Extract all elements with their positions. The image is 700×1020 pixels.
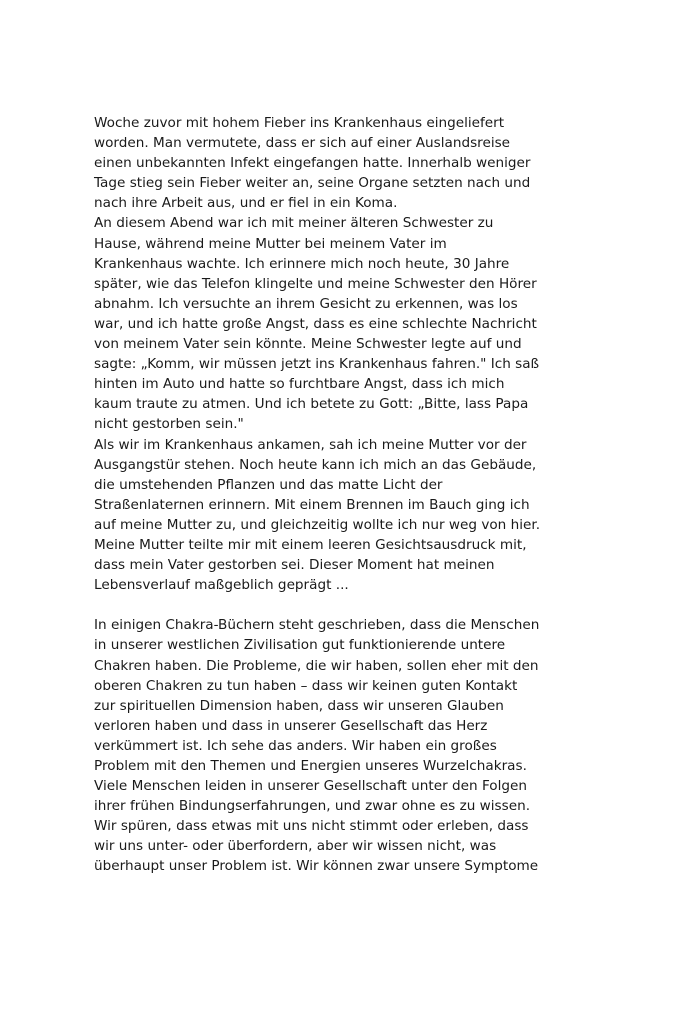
- text-line: einen unbekannten Infekt eingefangen hatte. Innerhalb weniger: [94, 155, 531, 172]
- body-text: [94, 113, 554, 877]
- text-line: kaum traute zu atmen. Und ich betete zu Gott: „Bitte, lass Papa: [94, 396, 529, 413]
- text-line: abnahm. Ich versuchte an ihrem Gesicht zu erkennen, was los: [94, 295, 518, 312]
- text-line: Krankenhaus wachte. Ich erinnere mich noch heute, 30 Jahre: [94, 255, 510, 272]
- text-line: wir uns unter- oder überfordern, aber wir wissen nicht, was: [94, 838, 497, 855]
- text-line: Hause, während meine Mutter bei meinem Vater im: [94, 235, 447, 252]
- text-line: hinten im Auto und hatte so furchtbare Angst, dass ich mich: [94, 376, 505, 393]
- text-line: An diesem Abend war ich mit meiner älteren Schwester zu: [94, 215, 494, 232]
- text-line: oberen Chakren zu tun haben – dass wir keinen guten Kontakt: [94, 677, 518, 694]
- text-line: in unserer westlichen Zivilisation gut funktionierende untere: [94, 637, 506, 654]
- text-line: Problem mit den Themen und Energien unseres Wurzelchakras.: [94, 758, 527, 774]
- text-line: ihrer frühen Bindungserfahrungen, und zwar ohne es zu wissen.: [94, 798, 531, 815]
- text-line: die umstehenden Pflanzen und das matte Licht der: [94, 476, 443, 493]
- text-line: Lebensverlauf maßgeblich geprägt ...: [94, 577, 349, 594]
- text-line: nach ihre Arbeit aus, und er fiel in ein Koma.: [94, 195, 398, 212]
- text-line: zur spirituellen Dimension haben, dass wir unseren Glauben: [94, 697, 504, 714]
- text-line: verkümmert ist. Ich sehe das anders. Wir haben ein großes: [94, 737, 497, 754]
- text-line: Wir spüren, dass etwas mit uns nicht stimmt oder erleben, dass: [94, 818, 529, 835]
- text-line: Straßenlaternen erinnern. Mit einem Brennen im Bauch ging ich: [94, 496, 530, 513]
- text-line: Ausgangstür stehen. Noch heute kann ich mich an das Gebäude,: [94, 456, 537, 473]
- text-line: später, wie das Telefon klingelte und meine Schwester den Hörer: [94, 275, 537, 292]
- text-line: überhaupt unser Problem ist. Wir können zwar unsere Symptome: [94, 858, 539, 875]
- text-line: Viele Menschen leiden in unserer Gesellschaft unter den Folgen: [94, 778, 527, 795]
- text-line: Woche zuvor mit hohem Fieber ins Krankenhaus eingeliefert: [94, 115, 505, 131]
- text-line: Chakren haben. Die Probleme, die wir haben, sollen eher mit den: [94, 657, 539, 674]
- text-line: von meinem Vater sein könnte. Meine Schwester legte auf und: [94, 336, 522, 353]
- text-line: Tage stieg sein Fieber weiter an, seine Organe setzten nach und: [94, 175, 531, 192]
- text-line: sagte: „Komm, wir müssen jetzt ins Krankenhaus fahren." Ich saß: [94, 356, 540, 373]
- text-line: nicht gestorben sein.": [94, 416, 244, 433]
- text-line: Als wir im Krankenhaus ankamen, sah ich meine Mutter vor der: [94, 436, 527, 453]
- text-line: auf meine Mutter zu, und gleichzeitig wollte ich nur weg von hier.: [94, 516, 541, 533]
- text-line: worden. Man vermutete, dass er sich auf einer Auslandsreise: [94, 135, 511, 152]
- text-line: war, und ich hatte große Angst, dass es eine schlechte Nachricht: [94, 315, 537, 332]
- text-line: Meine Mutter teilte mir mit einem leeren Gesichtsausdruck mit,: [94, 536, 527, 553]
- text-line: verloren haben und dass in unserer Gesellschaft das Herz: [94, 717, 488, 734]
- text-line: In einigen Chakra-Büchern steht geschrieben, dass die Menschen: [94, 617, 540, 634]
- text-line: dass mein Vater gestorben sei. Dieser Moment hat meinen: [94, 557, 495, 574]
- paragraph-gap: [94, 595, 554, 615]
